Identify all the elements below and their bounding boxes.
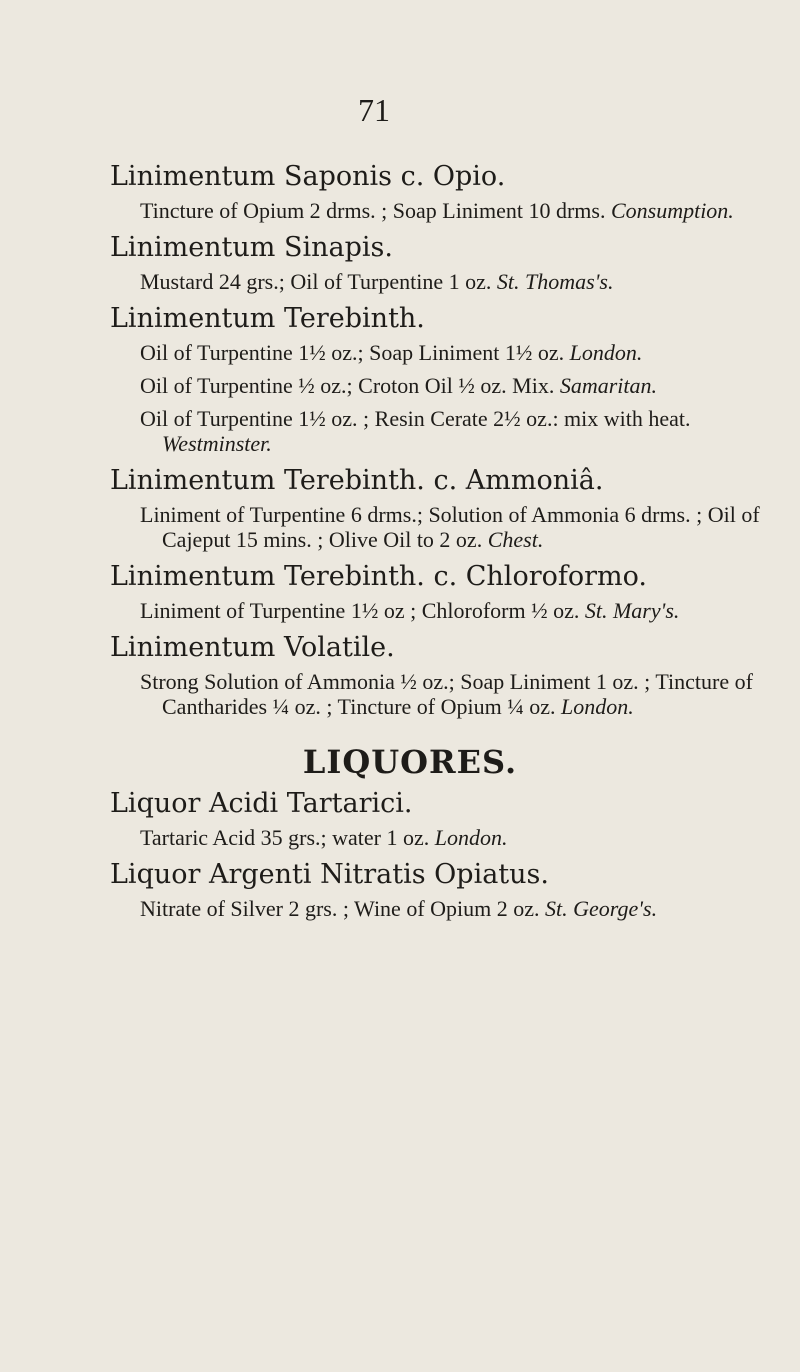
recipe-source: St. Mary's.: [584, 598, 680, 623]
recipe-ingredients: Liniment of Turpentine 1½ oz ; Chloroform ½ oz.: [140, 598, 580, 623]
entry-heading: Linimentum Terebinth.: [110, 303, 425, 334]
recipe-text: [140, 502, 760, 552]
entry-heading: Liquor Acidi Tartarici.: [110, 788, 413, 819]
entry-heading: Linimentum Volatile.: [110, 632, 395, 663]
recipe-ingredients: Oil of Turpentine 1½ oz. ; Resin Cerate 2½ oz.: mix with heat.: [140, 406, 691, 431]
recipe-source: Chest.: [487, 527, 544, 552]
recipe-ingredients: Nitrate of Silver 2 grs. ; Wine of Opium 2 oz.: [140, 896, 540, 921]
recipe-source: London.: [561, 694, 634, 719]
recipe-text: [140, 825, 760, 850]
recipe-text: [140, 598, 760, 623]
page-number: 71: [358, 92, 390, 128]
recipe-text: [140, 669, 760, 719]
entry-heading: Linimentum Terebinth. c. Ammoniâ.: [110, 465, 604, 496]
recipe-source: London.: [569, 340, 643, 365]
recipe-ingredients: Tartaric Acid 35 grs.; water 1 oz.: [140, 825, 430, 850]
recipe-text: [140, 269, 760, 294]
recipe-text: [140, 198, 760, 223]
recipe-text: [140, 896, 760, 921]
recipe-source: Samaritan.: [559, 373, 658, 398]
recipe-source: St. George's.: [545, 896, 658, 921]
entry-liquor-acidi-tartarici: [110, 787, 760, 850]
section-title: LIQUORES.: [302, 743, 518, 781]
recipe-ingredients: Liniment of Turpentine 6 drms.; Solution of Ammonia 6 drms. ; Oil of Cajeput 15 mins. ; Olive Oil to 2 oz.: [140, 502, 760, 552]
entry-linimentum-volatile: [110, 631, 760, 719]
page-content: [110, 160, 760, 929]
entry-linimentum-terebinth-ammonia: [110, 464, 760, 552]
entry-heading: Linimentum Sinapis.: [110, 232, 393, 263]
entry-linimentum-sinapis: [110, 231, 760, 294]
entry-liquor-argenti-nitratis: [110, 858, 760, 921]
recipe-ingredients: Tincture of Opium 2 drms. ; Soap Liniment 10 drms.: [140, 198, 606, 223]
recipe-source: St. Thomas's.: [496, 269, 614, 294]
entry-linimentum-saponis: [110, 160, 760, 223]
entry-linimentum-terebinth: [110, 302, 760, 456]
recipe-ingredients: Oil of Turpentine 1½ oz.; Soap Liniment 1½ oz.: [140, 340, 565, 365]
entry-heading: Liquor Argenti Nitratis Opiatus.: [110, 859, 549, 890]
recipe-text: [140, 340, 760, 365]
entry-heading: Linimentum Saponis c. Opio.: [110, 161, 506, 192]
recipe-text: [140, 406, 760, 456]
entry-linimentum-terebinth-chloroformo: [110, 560, 760, 623]
entry-heading: Linimentum Terebinth. c. Chloroformo.: [110, 561, 647, 592]
recipe-source: London.: [434, 825, 508, 850]
recipe-ingredients: Oil of Turpentine ½ oz.; Croton Oil ½ oz. Mix.: [140, 373, 555, 398]
recipe-source: Consumption.: [610, 198, 734, 223]
recipe-ingredients: Strong Solution of Ammonia ½ oz.; Soap Liniment 1 oz. ; Tincture of Cantharides ¼ oz. ; Tincture of Opium ¼ oz.: [140, 669, 753, 719]
recipe-source: Westminster.: [162, 431, 272, 456]
recipe-ingredients: Mustard 24 grs.; Oil of Turpentine 1 oz.: [140, 269, 492, 294]
recipe-text: [140, 373, 760, 398]
